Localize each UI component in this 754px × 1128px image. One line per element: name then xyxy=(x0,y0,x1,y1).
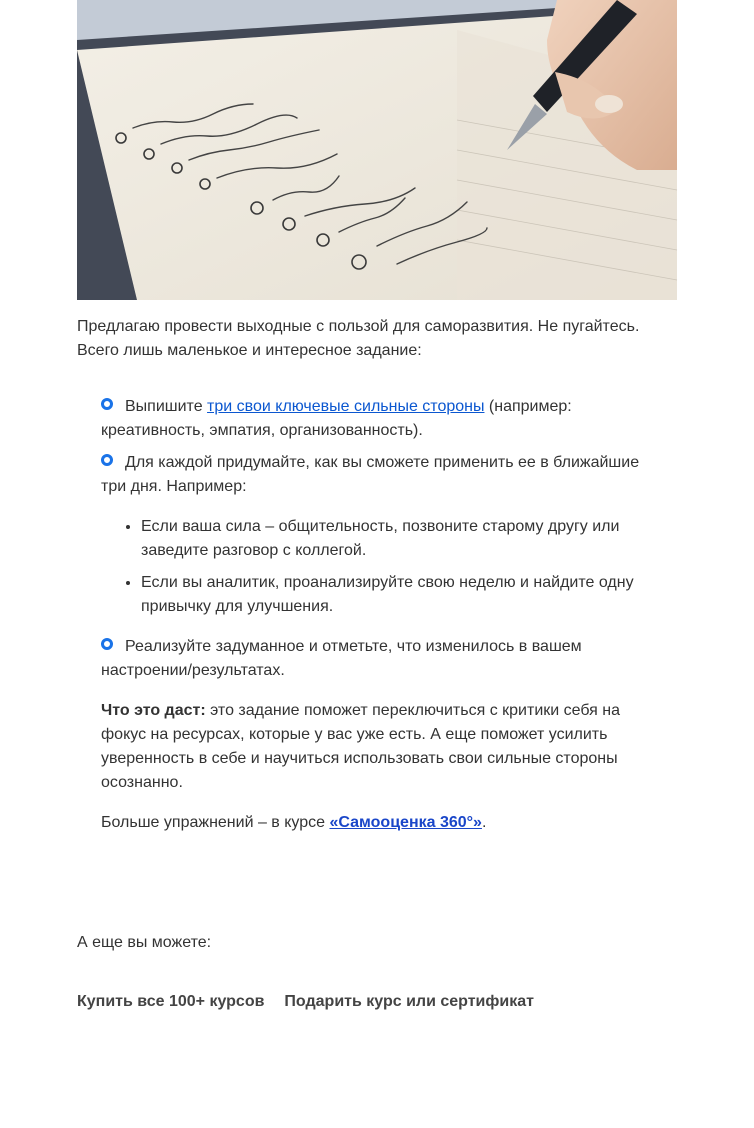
benefit-label: Что это даст: xyxy=(101,702,206,719)
examples-list xyxy=(101,515,651,619)
more-paragraph xyxy=(101,811,641,835)
step-text: (например: креативность, эмпатия, организованность). xyxy=(101,398,572,439)
example-item: • Если ваша сила – общительность, позвоните старому другу или заведите разговор с коллегой. xyxy=(141,515,651,563)
more-text: Больше упражнений – в курсе xyxy=(101,814,330,831)
hero-image xyxy=(77,0,677,300)
example-item: • Если вы аналитик, проанализируйте свою неделю и найдите одну привычку для улучшения. xyxy=(141,571,651,619)
list-item xyxy=(101,451,651,619)
also-paragraph: А еще вы можете: xyxy=(77,934,212,951)
gift-course-link[interactable]: Подарить курс или сертификат xyxy=(284,993,534,1010)
strengths-link[interactable]: три свои ключевые сильные стороны xyxy=(207,398,485,415)
benefit-text: это задание поможет переключиться с критики себя на фокус на ресурсах, которые у вас уже есть. А еще поможет усилить уверенность в себе и научиться использовать свои сильные стороны осознанно. xyxy=(101,702,621,791)
ring-bullet-icon xyxy=(101,454,113,466)
step-text: Реализуйте задуманное и отметьте, что изменилось в вашем настроении/результатах. xyxy=(101,638,582,679)
ring-bullet-icon xyxy=(101,398,113,410)
cut-off-links xyxy=(77,990,534,1010)
intro-paragraph: Предлагаю провести выходные с пользой для саморазвития. Не пугайтесь. Всего лишь маленькое и интересное задание: xyxy=(77,318,640,359)
step-text: Для каждой придумайте, как вы сможете применить ее в ближайшие три дня. Например: xyxy=(101,454,640,495)
list-item xyxy=(101,395,651,443)
course-link[interactable]: «Самооценка 360°» xyxy=(329,814,482,831)
benefit-paragraph xyxy=(101,699,641,795)
notebook-illustration xyxy=(77,0,677,300)
buy-courses-link[interactable]: Купить все 100+ курсов xyxy=(77,993,265,1010)
list-item xyxy=(101,635,651,683)
task-list xyxy=(101,395,651,691)
step-text: Выпишите xyxy=(125,398,208,415)
ring-bullet-icon xyxy=(101,638,113,650)
more-text-end: . xyxy=(481,814,487,831)
